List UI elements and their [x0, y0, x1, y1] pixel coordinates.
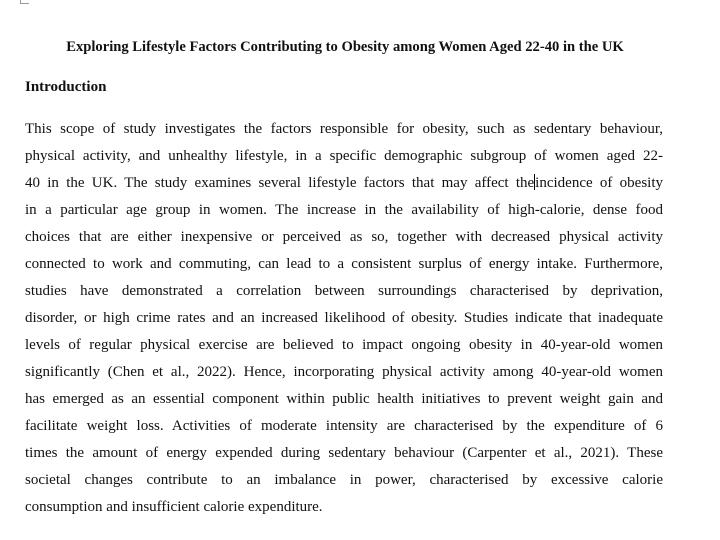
- paragraph-line: times the amount of energy expended during sedentary behaviour (Carpenter et al., 2021). These: [25, 445, 663, 461]
- paragraph-line: levels of regular physical exercise are believed to impact ongoing obesity in 40-year-old women: [25, 337, 663, 353]
- paragraph-line: studies have demonstrated a correlation between surroundings characterised by deprivation,: [25, 283, 663, 299]
- paragraph-line-segment: incidence of obesity: [535, 175, 663, 191]
- paragraph-line-with-caret: [25, 170, 663, 197]
- document-title[interactable]: Exploring Lifestyle Factors Contributing to Obesity among Women Aged 22-40 in the UK: [66, 39, 624, 55]
- paragraph-line: societal changes contribute to an imbalance in power, characterised by excessive calorie: [25, 472, 663, 488]
- paragraph-line: significantly (Chen et al., 2022). Hence, incorporating physical activity among 40-year-old women: [25, 364, 663, 380]
- paragraph-line: has emerged as an essential component within public health initiatives to prevent weight gain and: [25, 391, 663, 407]
- paragraph-line-segment: 40 in the UK. The study examines several lifestyle factors that may affect the: [25, 175, 535, 191]
- paragraph-line: disorder, or high crime rates and an increased likelihood of obesity. Studies indicate that inadequate: [25, 310, 663, 326]
- section-heading[interactable]: Introduction: [25, 79, 107, 95]
- margin-corner-mark: [20, 0, 29, 4]
- paragraph-line: physical activity, and unhealthy lifestyle, in a specific demographic subgroup of women aged 22-: [25, 148, 663, 164]
- paragraph-line: facilitate weight loss. Activities of moderate intensity are characterised by the expenditure of 6: [25, 418, 663, 434]
- body-paragraph[interactable]: [25, 116, 663, 521]
- paragraph-line: in a particular age group in women. The increase in the availability of high-calorie, dense food: [25, 202, 663, 218]
- paragraph-line: connected to work and commuting, can lead to a consistent surplus of energy intake. Furthermore,: [25, 256, 663, 272]
- paragraph-line: choices that are either inexpensive or perceived as so, together with decreased physical activity: [25, 229, 663, 245]
- paragraph-line: consumption and insufficient calorie expenditure.: [25, 499, 323, 515]
- paragraph-line: This scope of study investigates the factors responsible for obesity, such as sedentary behaviour,: [25, 121, 663, 137]
